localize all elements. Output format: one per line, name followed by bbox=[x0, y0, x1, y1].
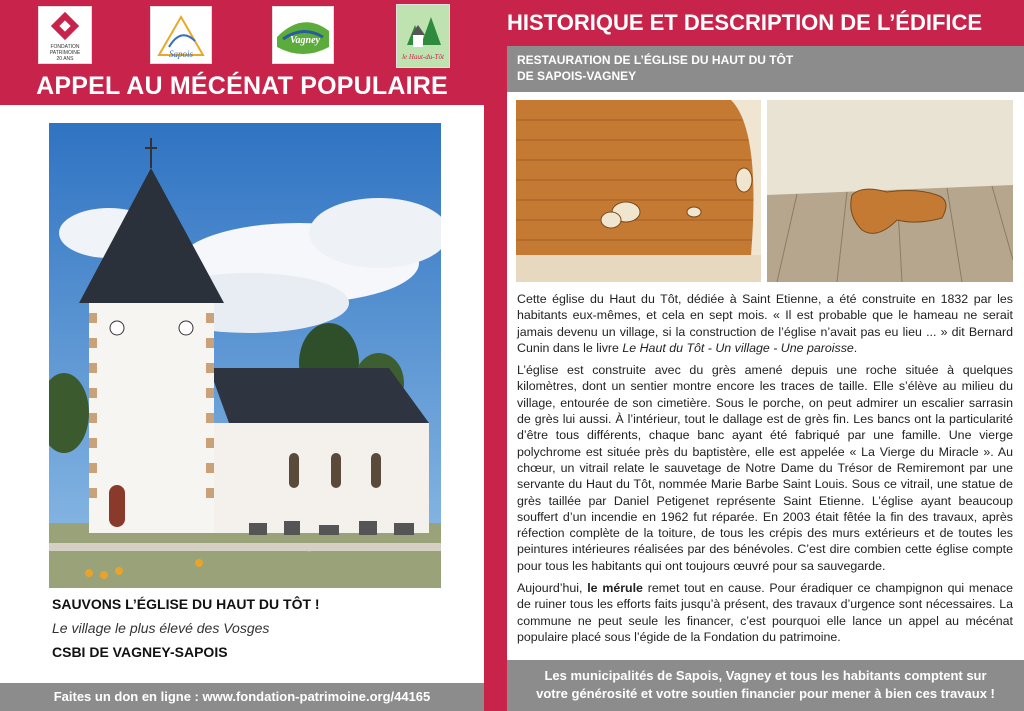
paragraph-3 bbox=[517, 580, 1013, 645]
svg-text:20 ANS: 20 ANS bbox=[56, 56, 74, 62]
floor-damage-photo bbox=[767, 100, 1013, 282]
right-body bbox=[507, 92, 1024, 660]
paragraph-3-text: Aujourd’hui, bbox=[517, 581, 588, 596]
paragraph-1-end: . bbox=[853, 340, 858, 355]
donate-link[interactable]: Faites un don en ligne : www.fondation-patrimoine.org/44165 bbox=[0, 683, 484, 711]
svg-text:PATRIMOINE: PATRIMOINE bbox=[49, 50, 81, 56]
section-title: HISTORIQUE ET DESCRIPTION DE L’ÉDIFICE bbox=[507, 10, 983, 35]
appeal-line-1: Les municipalités de Sapois, Vagney et tous les habitants comptent sur bbox=[544, 668, 987, 683]
caption-subtitle: Le village le plus élevé des Vosges bbox=[52, 620, 270, 636]
description-text bbox=[517, 291, 1013, 651]
church-photo bbox=[49, 123, 441, 588]
fondation-patrimoine-logo bbox=[38, 6, 92, 64]
section-subheader bbox=[507, 46, 1024, 92]
book-title: Le Haut du Tôt - Un village - Une paroisse bbox=[622, 340, 854, 355]
sapois-logo bbox=[150, 6, 212, 64]
appeal-banner bbox=[507, 660, 1024, 711]
left-header bbox=[0, 0, 484, 105]
paragraph-3-end: remet tout en cause. Pour éradiquer ce champignon qui menace de ruiner tous les efforts faits jusqu’à présent, des travaux d’urgence sont nécessaires. La commune ne peut seule les financer, c’est pourquoi elle lance un appel au mécénat populaire placé sous l’égide de la Fondation du patrimoine. bbox=[517, 581, 1013, 644]
svg-text:FONDATION: FONDATION bbox=[50, 44, 80, 50]
ceiling-damage-photo bbox=[516, 100, 761, 282]
paragraph-2: L’église est construite avec du grès amené depuis une roche située à quelques kilomètres, dont un sentier montre encore les traces de taille. Elle s’élève au milieu du village, entourée de son cimetière. Sous le porche, on peut admirer un escalier sarrasin de grès lui aussi. À l’intérieur, tout le dallage est de grès fin. Les bancs ont la particularité d’être tous différents, chaque banc ayant été fabriqué par une famille. Une vierge polychrome est située près du baptistère, elle est appelée « La Vierge du Miracle ». Au chœur, un vitrail relate le sauvetage de Notre Dame du Trésor de Remiremont par une servante du Haut du Tôt, nommée Marie Barbe Saint Louis. Sous ce vitrail, une statue de grès taillée par Daniel Petigenet représente Saint Etienne. L’église ayant beaucoup souffert d’un incendie en 1962 fut réparée. En 2003 était fêtée la fin des travaux, après réfection complète de la toiture, de tous les crépis des murs extérieurs et de toutes les peintures intérieures réalisées par des bénévoles. C’est dire combien cette église compte pour tous les habitants qui ont toujours œuvré pour sa sauvegarde. bbox=[517, 363, 1013, 573]
svg-text:le Haut-du-Tôt: le Haut-du-Tôt bbox=[402, 53, 444, 61]
subheader-line-1: RESTAURATION DE L’ÉGLISE DU HAUT DU TÔT bbox=[517, 53, 794, 67]
paragraph-1 bbox=[517, 291, 1013, 356]
paragraph-1-text: Cette église du Haut du Tôt, dédiée à Saint Etienne, a été construite en 1832 par les habitants eux-mêmes, et cela en sept mois. « Il est probable que le hameau ne serait jamais devenu un village, si la construction de l’église n’avait pas eu lieu ... » dit Bernard Cunin dans le livre bbox=[517, 292, 1013, 355]
haut-du-tot-logo bbox=[396, 4, 450, 68]
caption-organization: CSBI DE VAGNEY-SAPOIS bbox=[52, 644, 228, 660]
subheader-line-2: DE SAPOIS-VAGNEY bbox=[517, 69, 637, 83]
appeal-line-2: votre générosité et votre soutien financier pour mener à bien ces travaux ! bbox=[536, 686, 995, 701]
caption-title: SAUVONS L’ÉGLISE DU HAUT DU TÔT ! bbox=[52, 596, 320, 612]
merule-highlight: le mérule bbox=[587, 581, 643, 596]
left-panel bbox=[0, 0, 484, 711]
svg-text:Sapois: Sapois bbox=[168, 49, 194, 59]
svg-text:Vagney: Vagney bbox=[290, 35, 320, 46]
vagney-logo bbox=[272, 6, 334, 64]
caption-box bbox=[40, 588, 390, 670]
page-title: APPEL AU MÉCÉNAT POPULAIRE bbox=[36, 72, 448, 100]
